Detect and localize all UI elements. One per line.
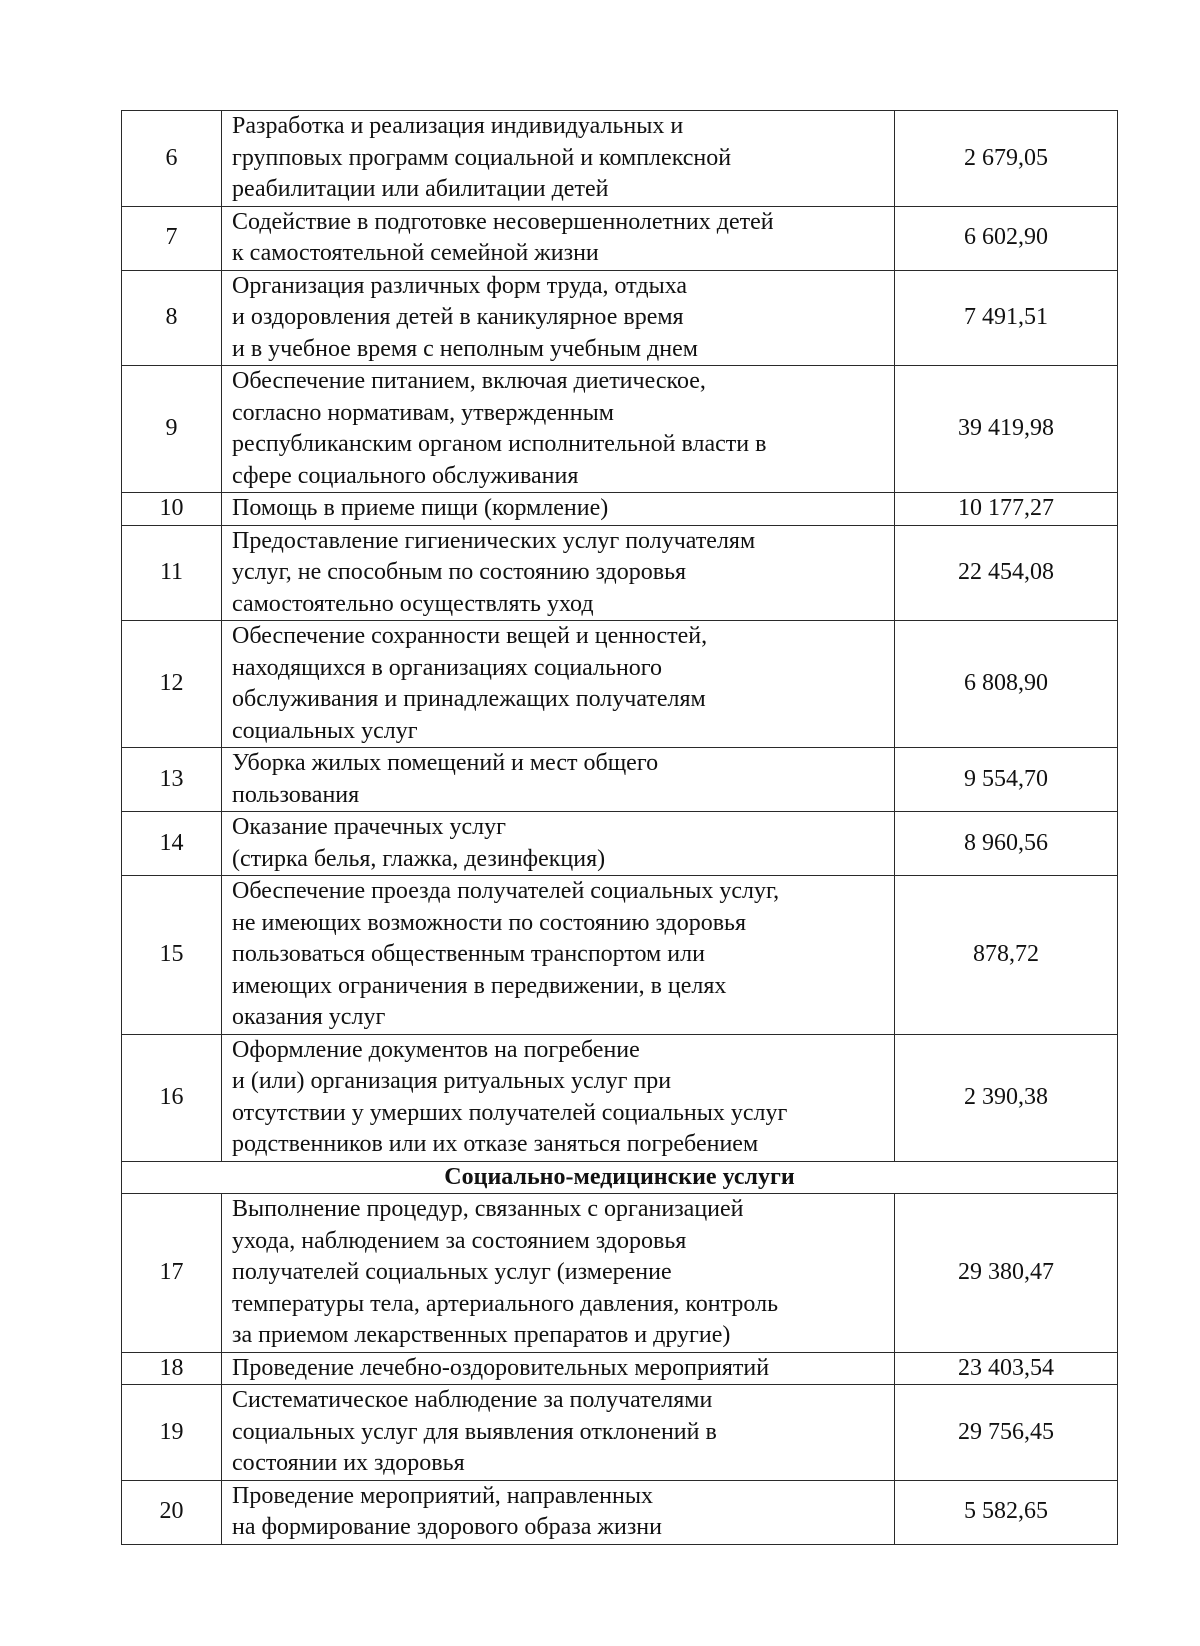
service-amount: 29 756,45	[895, 1385, 1118, 1481]
service-amount: 5 582,65	[895, 1480, 1118, 1544]
service-amount: 2 679,05	[895, 111, 1118, 207]
service-description	[222, 525, 895, 621]
service-amount: 7 491,51	[895, 270, 1118, 366]
table-row	[122, 1385, 1118, 1481]
row-number: 8	[122, 270, 222, 366]
description-line: социальных услуг для выявления отклонений в	[232, 1418, 717, 1445]
description-line: и (или) организация ритуальных услуг при	[232, 1068, 672, 1094]
description-line: состоянии их здоровья	[232, 1450, 465, 1476]
description-line: Обеспечение питанием, включая диетическое,	[232, 368, 706, 394]
service-amount: 22 454,08	[895, 525, 1118, 621]
description-line: ухода, наблюдением за состоянием здоровья	[232, 1227, 687, 1254]
description-line: имеющих ограничения в передвижении, в целях	[232, 972, 727, 999]
service-description	[222, 206, 895, 270]
description-line: Оказание прачечных услуг	[232, 814, 506, 840]
services-table-body	[122, 111, 1118, 1545]
description-line: реабилитации или абилитации детей	[232, 176, 609, 202]
service-amount: 2 390,38	[895, 1034, 1118, 1161]
service-description	[222, 748, 895, 812]
description-line: не имеющих возможности по состоянию здоровья	[232, 909, 747, 936]
description-line: температуры тела, артериального давления, контроль	[232, 1290, 779, 1317]
description-line: Систематическое наблюдение за получателями	[232, 1387, 713, 1413]
description-line: за приемом лекарственных препаратов и другие)	[232, 1322, 731, 1348]
description-line: групповых программ социальной и комплексной	[232, 144, 732, 171]
table-row	[122, 493, 1118, 526]
description-line: и оздоровления детей в каникулярное время	[232, 304, 684, 330]
description-line: социальных услуг	[232, 717, 418, 744]
description-line: Обеспечение сохранности вещей и ценностей,	[232, 623, 708, 649]
table-row	[122, 270, 1118, 366]
table-row	[122, 621, 1118, 748]
table-row	[122, 1034, 1118, 1161]
description-line: пользоваться общественным транспортом или	[232, 941, 705, 967]
row-number: 18	[122, 1352, 222, 1385]
section-header-row	[122, 1161, 1118, 1194]
row-number: 11	[122, 525, 222, 621]
description-line: Выполнение процедур, связанных с организацией	[232, 1196, 744, 1222]
description-line: самостоятельно осуществлять уход	[232, 590, 594, 617]
service-description	[222, 1194, 895, 1353]
row-number: 10	[122, 493, 222, 526]
description-line: обслуживания и принадлежащих получателям	[232, 686, 706, 712]
service-amount: 8 960,56	[895, 812, 1118, 876]
description-line: Проведение лечебно-оздоровительных мероприятий	[232, 1354, 770, 1381]
service-amount: 878,72	[895, 876, 1118, 1035]
service-amount: 39 419,98	[895, 366, 1118, 493]
description-line: сфере социального обслуживания	[232, 462, 579, 489]
description-line: к самостоятельной семейной жизни	[232, 240, 599, 266]
row-number: 19	[122, 1385, 222, 1481]
service-amount: 29 380,47	[895, 1194, 1118, 1353]
service-amount: 6 808,90	[895, 621, 1118, 748]
table-row	[122, 1352, 1118, 1385]
row-number: 7	[122, 206, 222, 270]
description-line: получателей социальных услуг (измерение	[232, 1259, 672, 1285]
description-line: и в учебное время с неполным учебным днем	[232, 335, 698, 362]
table-row	[122, 366, 1118, 493]
row-number: 13	[122, 748, 222, 812]
description-line: Обеспечение проезда получателей социальных услуг,	[232, 878, 780, 904]
service-description	[222, 1034, 895, 1161]
description-line: Организация различных форм труда, отдыха	[232, 272, 688, 299]
table-row	[122, 525, 1118, 621]
table-row	[122, 812, 1118, 876]
description-line: республиканским органом исполнительной власти в	[232, 431, 767, 457]
description-line: Содействие в подготовке несовершеннолетних детей	[232, 208, 774, 235]
service-description	[222, 1385, 895, 1481]
row-number: 12	[122, 621, 222, 748]
description-line: услуг, не способным по состоянию здоровья	[232, 559, 687, 585]
description-line: на формирование здорового образа жизни	[232, 1514, 662, 1540]
description-line: оказания услуг	[232, 1004, 386, 1030]
table-row	[122, 748, 1118, 812]
description-line: родственников или их отказе заняться погребением	[232, 1131, 759, 1157]
service-description	[222, 111, 895, 207]
description-line: согласно нормативам, утвержденным	[232, 399, 614, 426]
service-description	[222, 493, 895, 526]
service-amount: 6 602,90	[895, 206, 1118, 270]
description-line: Разработка и реализация индивидуальных и	[232, 113, 684, 139]
service-amount: 10 177,27	[895, 493, 1118, 526]
service-description	[222, 621, 895, 748]
row-number: 15	[122, 876, 222, 1035]
service-amount: 9 554,70	[895, 748, 1118, 812]
service-amount: 23 403,54	[895, 1352, 1118, 1385]
services-table	[121, 110, 1118, 1545]
service-description	[222, 366, 895, 493]
description-line: Оформление документов на погребение	[232, 1036, 640, 1063]
description-line: пользования	[232, 781, 360, 808]
row-number: 14	[122, 812, 222, 876]
service-description	[222, 270, 895, 366]
row-number: 16	[122, 1034, 222, 1161]
row-number: 17	[122, 1194, 222, 1353]
row-number: 6	[122, 111, 222, 207]
section-title: Социально-медицинские услуги	[122, 1161, 1118, 1194]
description-line: отсутствии у умерших получателей социальных услуг	[232, 1099, 788, 1126]
description-line: Проведение мероприятий, направленных	[232, 1482, 653, 1509]
table-row	[122, 1480, 1118, 1544]
row-number: 20	[122, 1480, 222, 1544]
service-description	[222, 1480, 895, 1544]
table-row	[122, 206, 1118, 270]
table-row	[122, 1194, 1118, 1353]
service-description	[222, 1352, 895, 1385]
service-description	[222, 812, 895, 876]
table-row	[122, 876, 1118, 1035]
service-description	[222, 876, 895, 1035]
description-line: Уборка жилых помещений и мест общего	[232, 750, 659, 776]
description-line: находящихся в организациях социального	[232, 654, 663, 681]
table-row	[122, 111, 1118, 207]
description-line: Помощь в приеме пищи (кормление)	[232, 495, 609, 521]
row-number: 9	[122, 366, 222, 493]
description-line: (стирка белья, глажка, дезинфекция)	[232, 845, 606, 872]
description-line: Предоставление гигиенических услуг получателям	[232, 527, 756, 554]
